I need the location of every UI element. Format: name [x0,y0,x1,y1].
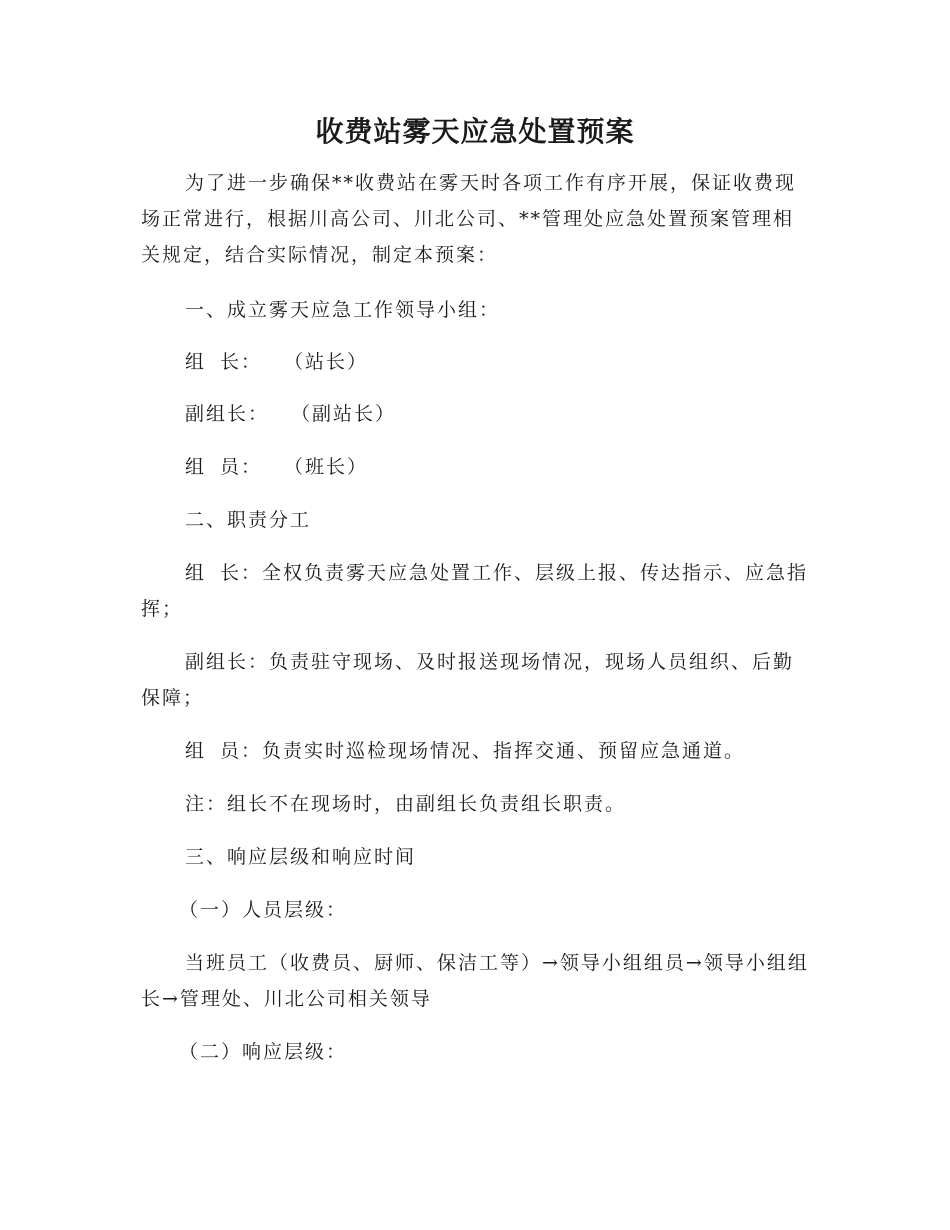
section1-heading: 一、成立雾天应急工作领导小组： [185,299,501,321]
leader-duty-paragraph [141,555,809,627]
deputy-duty-label: 副组长： [185,651,270,673]
leader-role: （站长） [284,351,369,373]
section3-heading: 三、响应层级和响应时间 [185,846,417,868]
member-duty-label-part1: 组 [185,740,207,762]
note-paragraph: 注：组长不在现场时，由副组长负责组长职责。 [185,793,627,815]
member-label-part2: 员： [220,456,263,478]
member-duty-paragraph [141,733,809,769]
leader-duty-text: 全权负责雾天应急处置工作、层级上报、传达指示、应急指挥； [141,562,809,620]
leader-duty-label-part2: 长： [220,562,263,584]
deputy-duty-paragraph [141,644,809,716]
leader-label-part2: 长： [220,351,263,373]
leader-line [141,344,809,380]
deputy-line [141,396,809,432]
subsection2-heading: （二）响应层级： [179,1041,348,1063]
intro-paragraph: 为了进一步确保**收费站在雾天时各项工作有序开展，保证收费现场正常进行，根据川高公司、川北公司、**管理处应急处置预案管理相关规定，结合实际情况，制定本预案： [141,172,797,266]
deputy-duty-text: 负责驻守现场、及时报送现场情况，现场人员组织、后勤保障； [141,651,795,709]
deputy-label: 副组长： [185,403,270,425]
subsection1-heading: （一）人员层级： [179,899,348,921]
escalation-chain-paragraph: 当班员工（收费员、厨师、保洁工等）→领导小组组员→领导小组组长→管理处、川北公司相关领导 [141,952,809,1010]
deputy-role: （副站长） [291,403,397,425]
member-label-part1: 组 [185,456,207,478]
leader-label-part1: 组 [185,351,207,373]
document-title: 收费站雾天应急处置预案 [315,115,635,148]
member-line [141,449,809,485]
leader-duty-label-part1: 组 [185,562,207,584]
member-role: （班长） [284,456,369,478]
member-duty-label-part2: 员： [220,740,263,762]
section2-heading: 二、职责分工 [185,509,312,531]
member-duty-text: 负责实时巡检现场情况、指挥交通、预留应急通道。 [262,740,746,762]
